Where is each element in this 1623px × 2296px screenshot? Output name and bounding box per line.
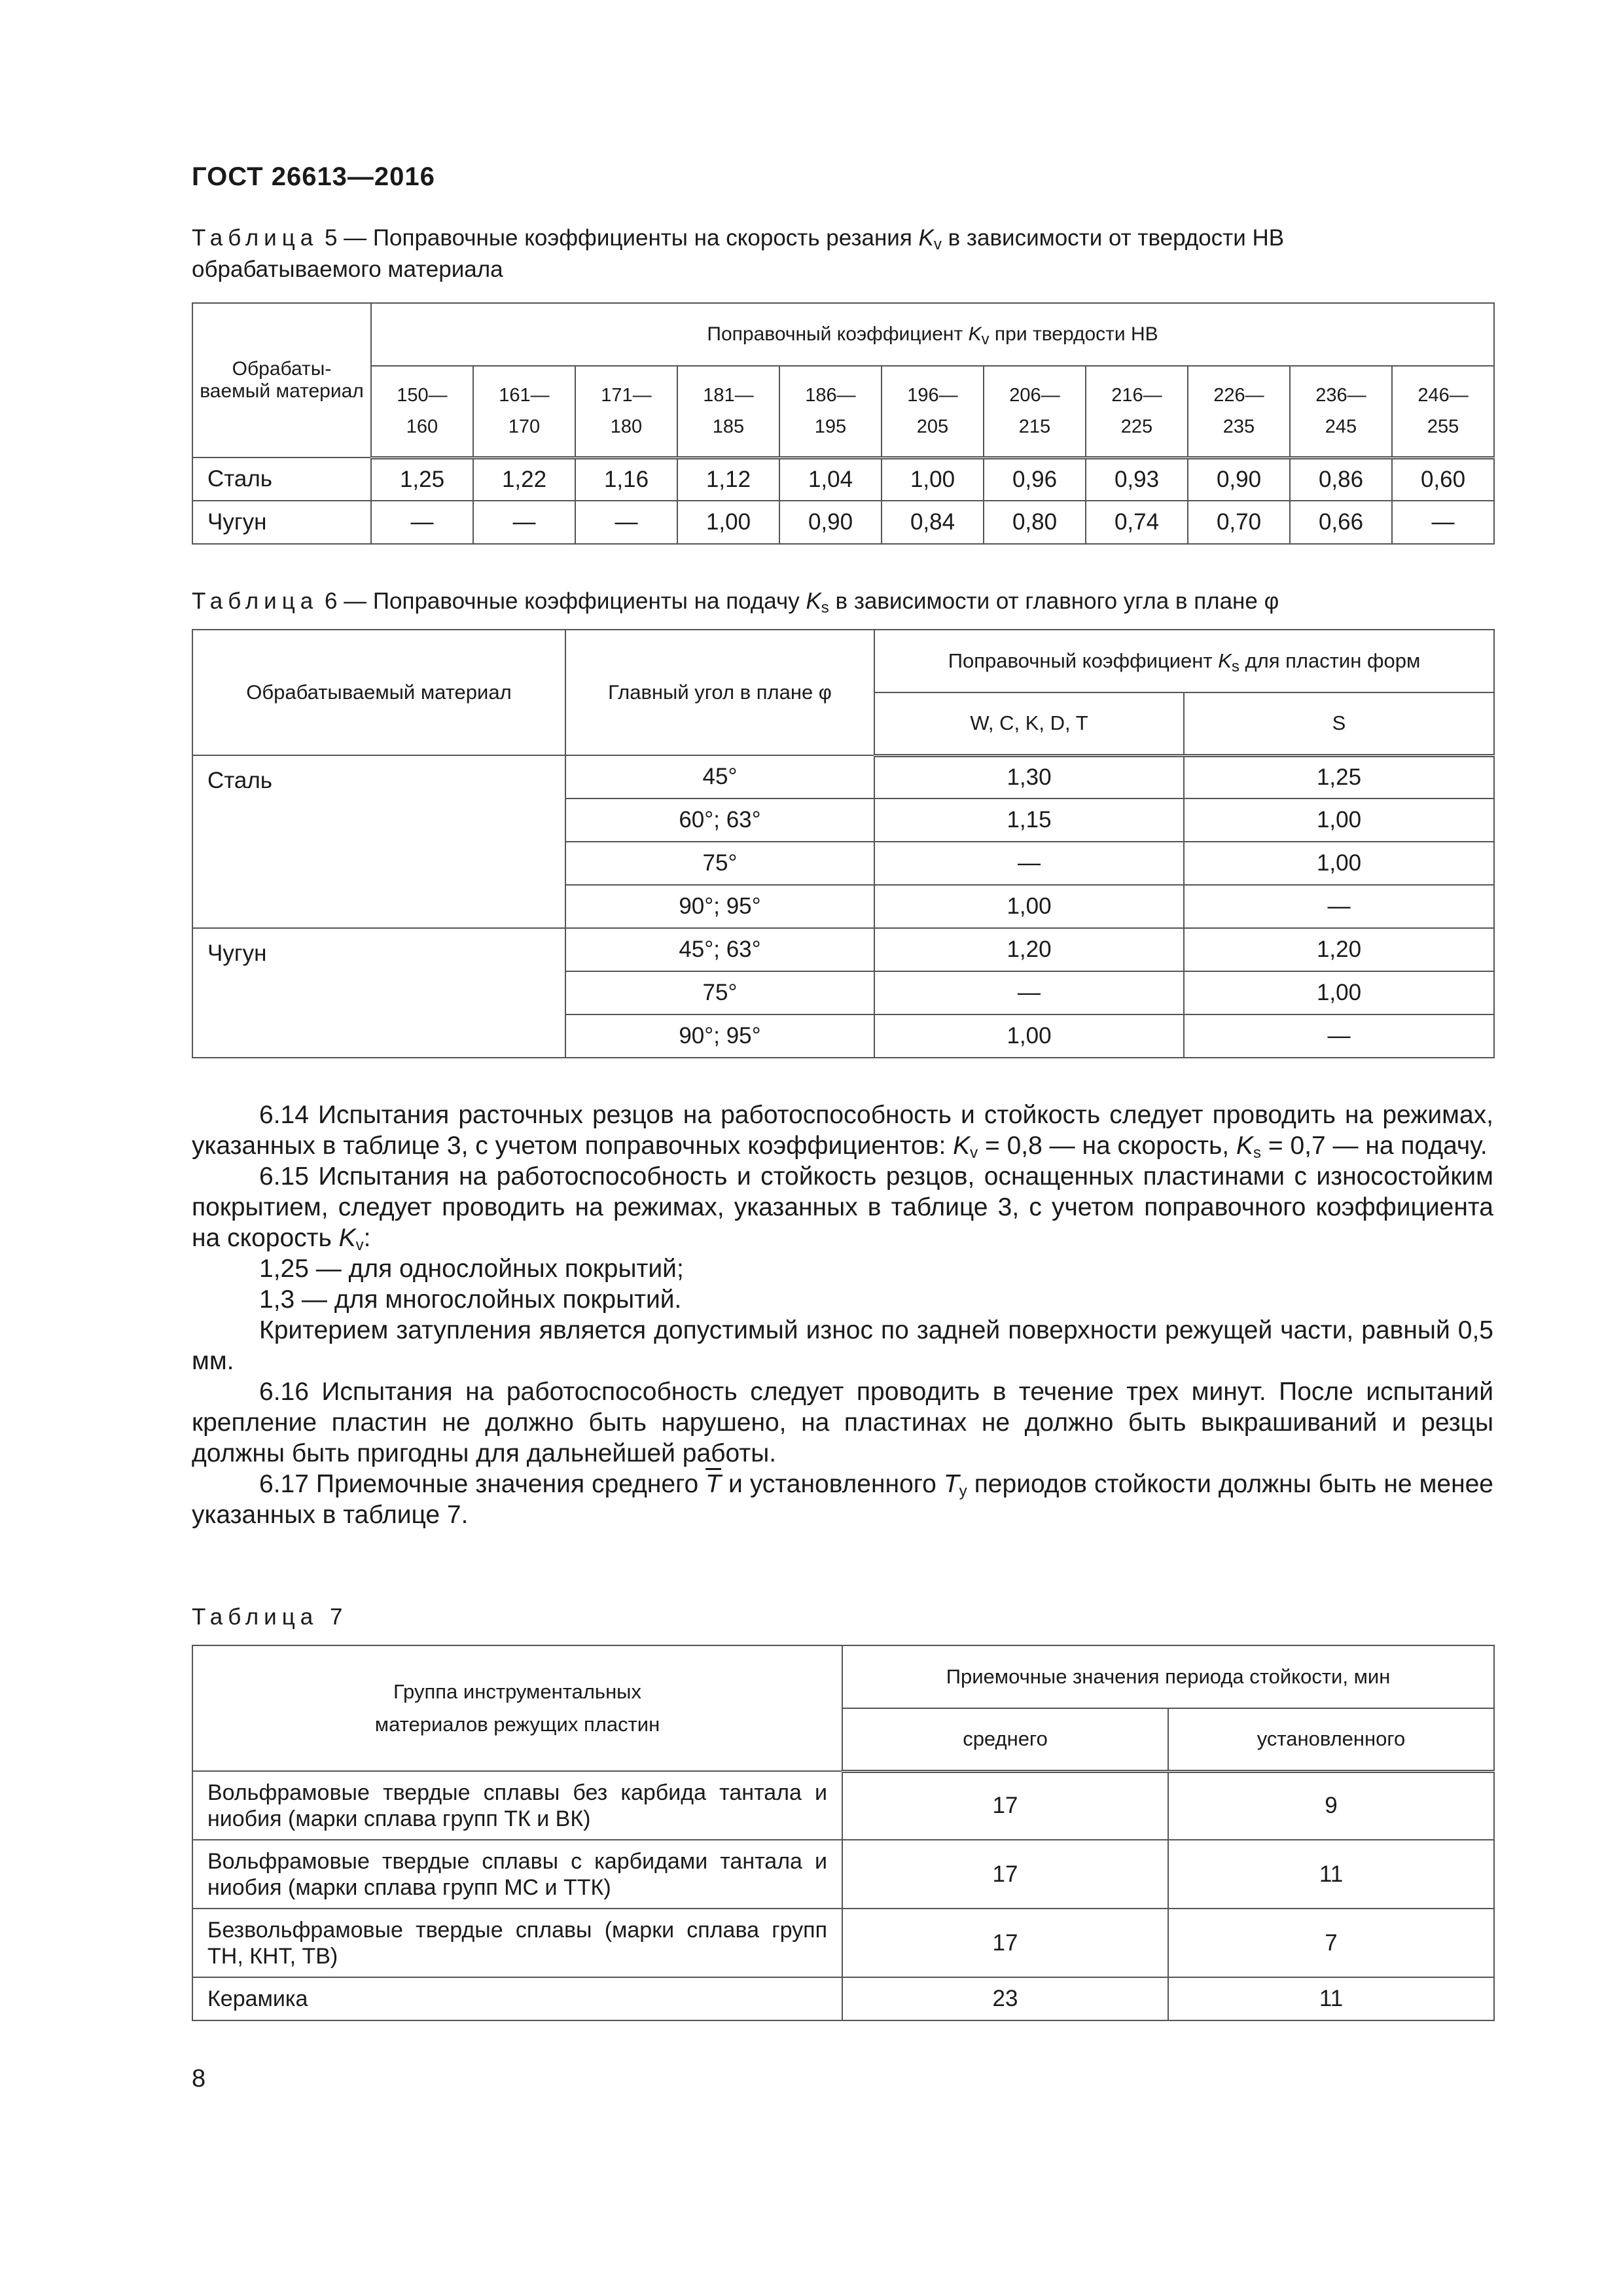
t6-angle-cell: 45°	[565, 755, 874, 798]
p614-ks: K	[1236, 1132, 1253, 1160]
t5-range-from: 226—	[1213, 385, 1264, 406]
t6-angle-cell: 45°; 63°	[565, 928, 874, 971]
p617-text: 6.17 Приемочные значения среднего	[259, 1470, 706, 1498]
table6	[192, 629, 1495, 1058]
table5	[192, 302, 1495, 545]
t6-material-cell: Сталь	[192, 755, 565, 928]
t6-value-s: 1,00	[1184, 798, 1494, 842]
t7-set-cell: 7	[1168, 1909, 1494, 1977]
t6-group-text-2: для пластин форм	[1239, 649, 1421, 672]
caption-text: — Поправочные коэффициенты на подачу	[344, 588, 806, 614]
t5-range-from: 216—	[1111, 385, 1162, 406]
t5-range-header	[1290, 366, 1392, 457]
t5-range-to: 195	[814, 416, 847, 438]
t6-subcol-wckdt: W, C, K, D, T	[874, 692, 1184, 755]
caption-sub: s	[821, 599, 829, 617]
caption-text-2: в зависимости от твердости НВ	[941, 225, 1285, 251]
caption-word: Таблица	[192, 588, 319, 614]
t5-range-to: 255	[1427, 416, 1459, 438]
p614-kv-sub: v	[970, 1144, 978, 1162]
t6-angle-cell: 90°; 95°	[565, 885, 874, 928]
t5-range-header	[1392, 366, 1494, 457]
table-row	[192, 928, 1494, 971]
t5-range-header	[575, 366, 677, 457]
t5-range-to: 185	[712, 416, 745, 438]
t5-value-cell: 0,93	[1086, 457, 1188, 501]
table6-caption	[192, 586, 1501, 617]
t5-value-cell: 1,04	[779, 457, 882, 501]
t7-set-cell: 9	[1168, 1771, 1494, 1840]
t5-group-var: K	[968, 323, 982, 345]
table-row	[192, 1909, 1494, 1977]
t6-material-cell: Чугун	[192, 928, 565, 1058]
t5-value-cell: 0,74	[1086, 501, 1188, 544]
t6-group-header	[874, 630, 1494, 692]
caption-var: K	[806, 588, 821, 614]
t5-value-cell: 1,00	[882, 457, 984, 501]
table7	[192, 1645, 1495, 2021]
t5-range-header	[1086, 366, 1188, 457]
paragraph-6-17	[192, 1469, 1493, 1530]
table-row	[192, 1771, 1494, 1840]
p617-t-set-sub: у	[959, 1482, 967, 1500]
p615-sub: v	[355, 1236, 364, 1254]
t5-range-from: 196—	[907, 385, 958, 406]
t5-range-header	[677, 366, 779, 457]
caption-sub: v	[933, 236, 942, 253]
caption-word: Таблица	[192, 225, 319, 251]
caption-number: 5	[324, 225, 338, 251]
t5-value-cell: 0,80	[984, 501, 1086, 544]
t5-value-cell: 1,16	[575, 457, 677, 501]
paragraph-6-15	[192, 1161, 1493, 1253]
t5-range-header	[882, 366, 984, 457]
t5-range-from: 150—	[397, 385, 448, 406]
t5-value-cell: 0,86	[1290, 457, 1392, 501]
t5-value-cell: 0,84	[882, 501, 984, 544]
t6-value-s: —	[1184, 1014, 1494, 1058]
body-text	[192, 1100, 1493, 1530]
paragraph-6-14	[192, 1100, 1493, 1161]
t5-material-cell: Чугун	[192, 501, 371, 544]
p614-ks-sub: s	[1253, 1144, 1261, 1162]
caption-number: 6	[324, 588, 338, 614]
table-row	[192, 1977, 1494, 2020]
t5-value-cell: 1,25	[371, 457, 473, 501]
table-row	[192, 755, 1494, 798]
t5-material-header: Обрабаты- ваемый материал	[192, 303, 371, 457]
t6-group-var: K	[1218, 649, 1232, 672]
t6-value-s: 1,00	[1184, 971, 1494, 1014]
t5-range-header	[1188, 366, 1290, 457]
table-row	[192, 457, 1494, 501]
t5-value-cell: 1,00	[677, 501, 779, 544]
t5-value-cell: —	[473, 501, 575, 544]
t5-range-from: 161—	[499, 385, 550, 406]
t5-range-header	[371, 366, 473, 457]
t7-material-cell: Безвольфрамовые твердые сплавы (марки сплава групп ТН, КНТ, ТВ)	[192, 1909, 842, 1977]
t5-range-header	[473, 366, 575, 457]
t7-subcol-set: установленного	[1168, 1708, 1494, 1771]
p615-text-2: :	[363, 1224, 371, 1252]
t6-value-wckdt: 1,00	[874, 885, 1184, 928]
t5-value-cell: 0,90	[1188, 457, 1290, 501]
t7-material-cell: Вольфрамовые твердые сплавы с карбидами тантала и ниобия (марки сплава групп МС и ТТК)	[192, 1840, 842, 1909]
criterion-paragraph: Критерием затупления является допустимый износ по задней поверхности режущей части, равный 0,5 мм.	[192, 1316, 1493, 1375]
p615-text: 6.15 Испытания на работоспособность и стойкость резцов, оснащенных пластинами с износостойким покрытием, следует проводить на режимах, указанных в таблице 3, с учетом поправочного коэффициента на скорость	[192, 1162, 1493, 1252]
t6-group-text: Поправочный коэффициент	[948, 649, 1219, 672]
t5-value-cell: 0,96	[984, 457, 1086, 501]
t6-value-wckdt: 1,15	[874, 798, 1184, 842]
t5-range-header	[984, 366, 1086, 457]
t5-material-cell: Сталь	[192, 457, 371, 501]
p617-t-mean: $\overline{T}$	[705, 1470, 721, 1498]
p614-kv: K	[953, 1132, 971, 1160]
t5-value-cell: 1,22	[473, 457, 575, 501]
t5-value-cell: 0,66	[1290, 501, 1392, 544]
t7-set-cell: 11	[1168, 1840, 1494, 1909]
t5-group-text-2: при твердости НВ	[989, 323, 1158, 345]
t5-range-to: 225	[1120, 416, 1153, 438]
t5-range-to: 170	[508, 416, 541, 438]
t5-range-header	[779, 366, 882, 457]
t6-value-wckdt: 1,20	[874, 928, 1184, 971]
table5-caption	[192, 223, 1501, 285]
p614-text-3: = 0,7 — на подачу.	[1261, 1132, 1488, 1160]
t6-value-wckdt: —	[874, 842, 1184, 885]
t5-group-header	[371, 303, 1494, 366]
t5-value-cell: 0,60	[1392, 457, 1494, 501]
t6-value-wckdt: —	[874, 971, 1184, 1014]
t5-value-cell: 0,70	[1188, 501, 1290, 544]
p614-text-2: = 0,8 — на скорость,	[978, 1132, 1236, 1160]
t7-set-cell: 11	[1168, 1977, 1494, 2020]
t5-group-sub: v	[981, 331, 990, 348]
t7-material-cell: Вольфрамовые твердые сплавы без карбида тантала и ниобия (марки сплава групп ТК и ВК)	[192, 1771, 842, 1840]
t6-value-s: 1,00	[1184, 842, 1494, 885]
t6-material-header: Обрабатываемый материал	[192, 630, 565, 755]
t5-range-from: 171—	[601, 385, 652, 406]
t7-material-cell: Керамика	[192, 1977, 842, 2020]
t7-average-cell: 17	[842, 1840, 1168, 1909]
list-item-2: 1,3 — для многослойных покрытий.	[259, 1285, 682, 1314]
t5-value-cell: 1,12	[677, 457, 779, 501]
t6-angle-header: Главный угол в плане φ	[565, 630, 874, 755]
t5-group-text: Поправочный коэффициент	[707, 323, 969, 345]
page-number: 8	[192, 2065, 206, 2092]
t5-value-cell: —	[1392, 501, 1494, 544]
t5-range-from: 246—	[1418, 385, 1469, 406]
list-item-1: 1,25 — для однослойных покрытий;	[259, 1255, 684, 1283]
t7-average-cell: 17	[842, 1771, 1168, 1840]
t7-average-cell: 17	[842, 1909, 1168, 1977]
caption-var: K	[918, 225, 934, 251]
t7-period-header: Приемочные значения периода стойкости, мин	[842, 1645, 1494, 1708]
p614-text: 6.14 Испытания расточных резцов на работоспособность и стойкость следует проводить на режимах, указанных в таблице 3, с учетом поправочных коэффициентов:	[192, 1101, 1493, 1160]
paragraph-6-16: 6.16 Испытания на работоспособность следует проводить в течение трех минут. После испытаний крепление пластин не должно быть нарушено, на пластинах не должно быть выкрашиваний и резцы должны быть пригодны для дальнейшей работы.	[192, 1378, 1493, 1467]
table-row	[192, 501, 1494, 544]
t6-subcol-s: S	[1184, 692, 1494, 755]
t7-group-col-text: Группа инструментальных материалов режущих пластин	[374, 1680, 660, 1736]
t5-range-to: 160	[406, 416, 438, 438]
t5-value-cell: 0,90	[779, 501, 882, 544]
t6-group-sub: s	[1231, 658, 1240, 675]
t6-angle-cell: 75°	[565, 842, 874, 885]
t7-subcol-average: среднего	[842, 1708, 1168, 1771]
p617-text-2: и установленного	[721, 1470, 944, 1498]
table-row	[192, 1840, 1494, 1909]
standard-header: ГОСТ 26613—2016	[192, 162, 435, 191]
t6-value-s: 1,25	[1184, 755, 1494, 798]
t7-average-cell: 23	[842, 1977, 1168, 2020]
t6-value-wckdt: 1,00	[874, 1014, 1184, 1058]
t5-range-from: 181—	[703, 385, 754, 406]
caption-text: — Поправочные коэффициенты на скорость резания	[344, 225, 919, 251]
caption-text-2: в зависимости от главного угла в плане φ	[829, 588, 1279, 614]
t5-range-to: 215	[1018, 416, 1051, 438]
t5-range-from: 186—	[805, 385, 856, 406]
caption-line2: обрабатываемого материала	[192, 257, 503, 282]
t7-group-col-header	[192, 1645, 842, 1771]
p615-var: K	[338, 1224, 356, 1252]
t5-range-to: 205	[916, 416, 949, 438]
table7-caption: Таблица 7	[192, 1604, 348, 1630]
t5-range-to: 180	[610, 416, 643, 438]
t5-range-to: 245	[1325, 416, 1357, 438]
t5-range-from: 236—	[1315, 385, 1366, 406]
t6-angle-cell: 60°; 63°	[565, 798, 874, 842]
p617-t-set: T	[943, 1470, 959, 1498]
t5-value-cell: —	[371, 501, 473, 544]
p617-text-3: периодов стойкости должны быть не менее указанных в таблице 7.	[192, 1470, 1494, 1529]
t5-range-from: 206—	[1009, 385, 1060, 406]
t6-value-s: 1,20	[1184, 928, 1494, 971]
t6-value-wckdt: 1,30	[874, 755, 1184, 798]
t6-value-s: —	[1184, 885, 1494, 928]
t6-angle-cell: 75°	[565, 971, 874, 1014]
t6-angle-cell: 90°; 95°	[565, 1014, 874, 1058]
t5-range-to: 235	[1222, 416, 1255, 438]
t5-value-cell: —	[575, 501, 677, 544]
